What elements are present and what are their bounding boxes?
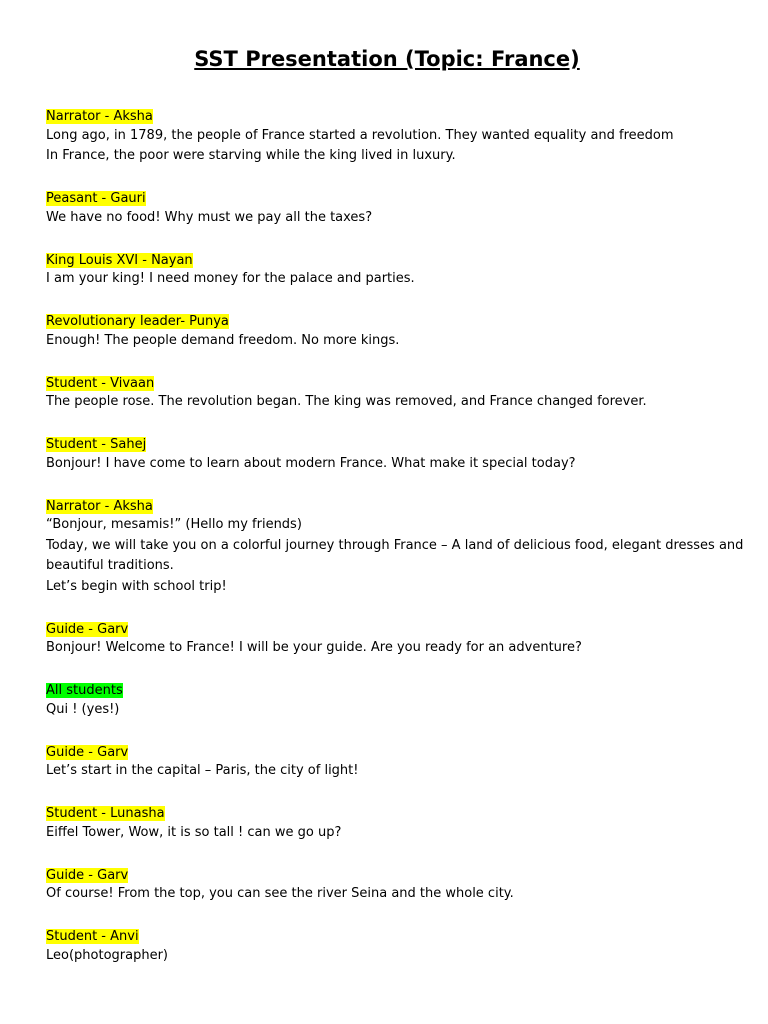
dialogue-line: Bonjour! Welcome to France! I will be your guide. Are you ready for an adventure? [46, 640, 582, 655]
dialogue-line: The people rose. The revolution began. The king was removed, and France changed forever. [46, 394, 647, 409]
dialogue-line: “Bonjour, mesamis!” (Hello my friends) [46, 517, 302, 532]
dialogue-block [46, 372, 728, 413]
dialogue-block [46, 925, 728, 966]
speaker-row [46, 679, 728, 700]
dialogue-line: In France, the poor were starving while the king lived in luxury. [46, 148, 456, 163]
dialogue-block [46, 741, 728, 782]
dialogue-line: Let’s start in the capital – Paris, the city of light! [46, 763, 359, 778]
dialogue-line: Leo(photographer) [46, 947, 169, 963]
dialogue-line: We have no food! Why must we pay all the taxes? [46, 209, 373, 225]
dialogue-line: Eiffel Tower, Wow, it is so tall ! can we go up? [46, 824, 342, 840]
dialogue-line: Of course! From the top, you can see the river Seina and the whole city. [46, 886, 514, 901]
dialogue-line: Long ago, in 1789, the people of France started a revolution. They wanted equality and freedom [46, 127, 674, 143]
speaker-label: Student - Anvi [46, 929, 139, 944]
dialogue-block [46, 618, 728, 659]
speaker-row [46, 310, 728, 331]
dialogue-line: Let’s begin with school trip! [46, 578, 227, 594]
dialogue-block [46, 679, 728, 720]
dialogue-block [46, 187, 728, 228]
speaker-row [46, 864, 728, 885]
speaker-label: All students [46, 683, 123, 698]
dialogue-block [46, 495, 744, 598]
speaker-label: Student - Lunasha [46, 806, 165, 821]
speaker-row [46, 741, 728, 762]
speaker-row [46, 802, 728, 823]
speaker-label: Peasant - Gauri [46, 191, 146, 206]
document-title: SST Presentation (Topic: France) [194, 47, 580, 71]
speaker-label: Narrator - Aksha [46, 109, 153, 124]
dialogue-block [46, 310, 728, 351]
dialogue-block [46, 802, 728, 843]
speaker-label: Guide - Garv [46, 621, 129, 637]
speaker-row [46, 433, 728, 454]
speaker-label: Narrator - Aksha [46, 498, 153, 514]
speaker-row [46, 105, 728, 126]
dialogue-line: Bonjour! I have come to learn about modern France. What make it special today? [46, 455, 576, 471]
dialogue-block [46, 864, 728, 905]
dialogue-line: Qui ! (yes!) [46, 701, 120, 717]
dialogue-block [46, 105, 728, 167]
dialogue-block [46, 249, 728, 290]
speaker-row [46, 249, 728, 270]
script-body [46, 105, 744, 966]
speaker-label: King Louis XVI - Nayan [46, 252, 193, 268]
speaker-row [46, 495, 728, 516]
dialogue-line: beautiful traditions. [46, 558, 174, 573]
speaker-label: Student - Vivaan [46, 375, 155, 391]
speaker-label: Guide - Garv [46, 867, 129, 883]
speaker-row [46, 618, 728, 639]
speaker-label: Revolutionary leader- Punya [46, 314, 229, 329]
dialogue-line: I am your king! I need money for the palace and parties. [46, 271, 415, 286]
speaker-label: Guide - Garv [46, 744, 129, 760]
dialogue-block [46, 433, 728, 474]
speaker-row [46, 187, 728, 208]
dialogue-line: Today, we will take you on a colorful journey through France – A land of delicious food, elegant dresses and [46, 537, 744, 553]
dialogue-line: Enough! The people demand freedom. No more kings. [46, 332, 400, 348]
speaker-label: Student - Sahej [46, 437, 147, 452]
speaker-row [46, 925, 728, 946]
speaker-row [46, 372, 728, 393]
